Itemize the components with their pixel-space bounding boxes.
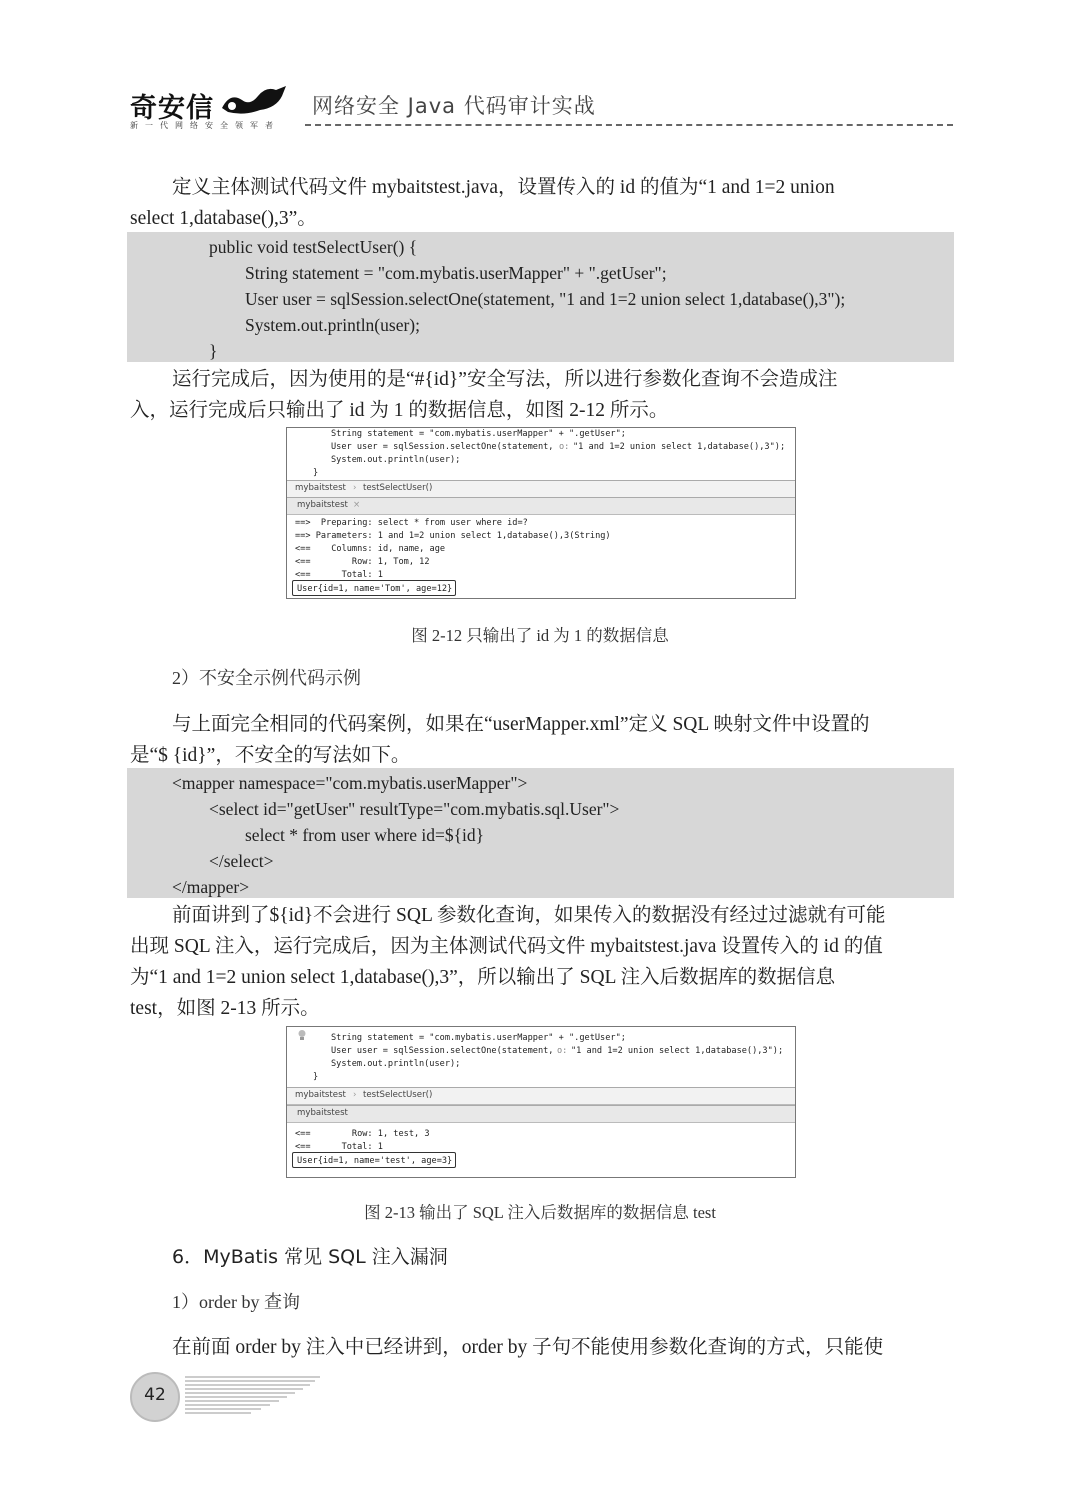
lightbulb-icon: [297, 1029, 307, 1041]
ide-param-value: "1 and 1=2 union select 1,database(),3");: [571, 1046, 784, 1056]
paragraph-4-line-2: 出现 SQL 注入，运行完成后，因为主体测试代码文件 mybaitstest.java 设置传入的 id 的值: [130, 936, 883, 957]
code-line: }: [209, 341, 218, 361]
ide-param-hint: o:: [559, 442, 570, 452]
breadcrumb-method: testSelectUser(): [363, 483, 433, 493]
ide-code-line: User user = sqlSession.selectOne(statement,: [331, 442, 554, 452]
console-line: <== Row: 1, test, 3: [295, 1129, 430, 1139]
breadcrumb-method: testSelectUser(): [363, 1090, 433, 1100]
subsection-heading: 2）不安全示例代码示例: [172, 668, 361, 688]
page-number: 42: [144, 1385, 166, 1405]
figure-2-12-caption: 图 2-12 只输出了 id 为 1 的数据信息: [411, 626, 669, 645]
paragraph-1-line-2: select 1,database(),3”。: [130, 208, 317, 229]
ide-code-line: String statement = "com.mybatis.userMapper" + ".getUser";: [331, 1033, 626, 1043]
console-result: User{id=1, name='test', age=3}: [297, 1156, 453, 1166]
ide-code-line: System.out.println(user);: [331, 455, 461, 465]
paragraph-2-line-1: 运行完成后，因为使用的是“#{id}”安全写法，所以进行参数化查询不会造成注: [172, 369, 838, 390]
ide-param-hint: o:: [557, 1046, 568, 1056]
paragraph-4-line-3: 为“1 and 1=2 union select 1,database(),3”，所以输出了 SQL 注入后数据库的数据信息: [130, 967, 836, 988]
code-line: select * from user where id=${id}: [245, 825, 485, 845]
code-line: public void testSelectUser() {: [209, 237, 418, 257]
book-title: 网络安全 Java 代码审计实战: [312, 94, 596, 118]
code-line: User user = sqlSession.selectOne(statement, "1 and 1=2 union select 1,database(),3");: [245, 289, 846, 309]
code-line: System.out.println(user);: [245, 315, 420, 335]
run-tab: mybaitstest: [297, 1108, 348, 1118]
console-line: ==> Parameters: 1 and 1=2 union select 1,database(),3(String): [295, 531, 611, 541]
result-highlight-box: [292, 580, 456, 596]
paragraph-3-line-1: 与上面完全相同的代码案例，如果在“userMapper.xml”定义 SQL 映射文件中设置的: [172, 714, 870, 735]
ide-breadcrumb: [287, 480, 795, 498]
figure-2-13-screenshot: [286, 1026, 796, 1178]
breadcrumb-file: mybaitstest: [295, 483, 346, 493]
run-tab: mybaitstest: [297, 500, 348, 510]
code-block-xml: [127, 768, 954, 898]
console-line: <== Total: 1: [295, 1142, 383, 1152]
code-line: String statement = "com.mybatis.userMapper" + ".getUser";: [245, 263, 667, 283]
code-line: <select id="getUser" resultType="com.mybatis.sql.User">: [209, 799, 620, 819]
code-line: <mapper namespace="com.mybatis.userMapper">: [172, 773, 528, 793]
brand-tagline: 新一代网络安全领军者: [130, 121, 280, 130]
subsection-heading: 1）order by 查询: [172, 1292, 300, 1312]
console-line: <== Total: 1: [295, 570, 383, 580]
ide-code-line: }: [313, 1072, 319, 1082]
paragraph-4-line-4: test，如图 2-13 所示。: [130, 998, 320, 1019]
ide-param-value: "1 and 1=2 union select 1,database(),3");: [573, 442, 786, 452]
paragraph-3-line-2: 是“$ {id}”，不安全的写法如下。: [130, 745, 411, 766]
console-line: <== Row: 1, Tom, 12: [295, 557, 430, 567]
ide-code-line: System.out.println(user);: [331, 1059, 461, 1069]
paragraph-5-line-1: 在前面 order by 注入中已经讲到，order by 子句不能使用参数化查询的方式，只能使: [172, 1337, 884, 1358]
ide-code-line: User user = sqlSession.selectOne(statement,: [331, 1046, 554, 1056]
header-divider: [305, 124, 953, 126]
breadcrumb-separator: ›: [353, 1090, 357, 1100]
paragraph-4-line-1: 前面讲到了${id}不会进行 SQL 参数化查询，如果传入的数据没有经过过滤就有可能: [172, 905, 886, 926]
section-heading: 6．MyBatis 常见 SQL 注入漏洞: [172, 1246, 448, 1268]
ide-run-tab-bar: [287, 1105, 795, 1123]
ide-breadcrumb: [287, 1087, 795, 1105]
console-result: User{id=1, name='Tom', age=12}: [297, 584, 453, 594]
paragraph-2-line-2: 入，运行完成后只输出了 id 为 1 的数据信息，如图 2-12 所示。: [130, 400, 669, 421]
brand-name: 奇安信: [130, 93, 214, 124]
footer-stripes-decoration: [175, 1374, 320, 1418]
ide-code-line: String statement = "com.mybatis.userMapper" + ".getUser";: [331, 429, 626, 439]
code-line: </select>: [209, 851, 274, 871]
ide-code-line: }: [313, 468, 319, 478]
paragraph-1-line-1: 定义主体测试代码文件 mybaitstest.java，设置传入的 id 的值为“1 and 1=2 union: [172, 177, 835, 198]
figure-2-13-caption: 图 2-13 输出了 SQL 注入后数据库的数据信息 test: [364, 1203, 716, 1222]
code-block-java: [127, 232, 954, 362]
result-highlight-box: [292, 1152, 456, 1168]
console-line: ==> Preparing: select * from user where id=?: [295, 518, 528, 528]
page-number-badge: [130, 1372, 180, 1422]
figure-2-12-screenshot: [286, 427, 796, 599]
close-icon: ×: [353, 500, 361, 510]
ide-run-tab-bar: [287, 497, 795, 515]
console-line: <== Columns: id, name, age: [295, 544, 446, 554]
breadcrumb-file: mybaitstest: [295, 1090, 346, 1100]
breadcrumb-separator: ›: [353, 483, 357, 493]
code-line: </mapper>: [172, 877, 250, 897]
brand-mascot-icon: [220, 82, 290, 118]
